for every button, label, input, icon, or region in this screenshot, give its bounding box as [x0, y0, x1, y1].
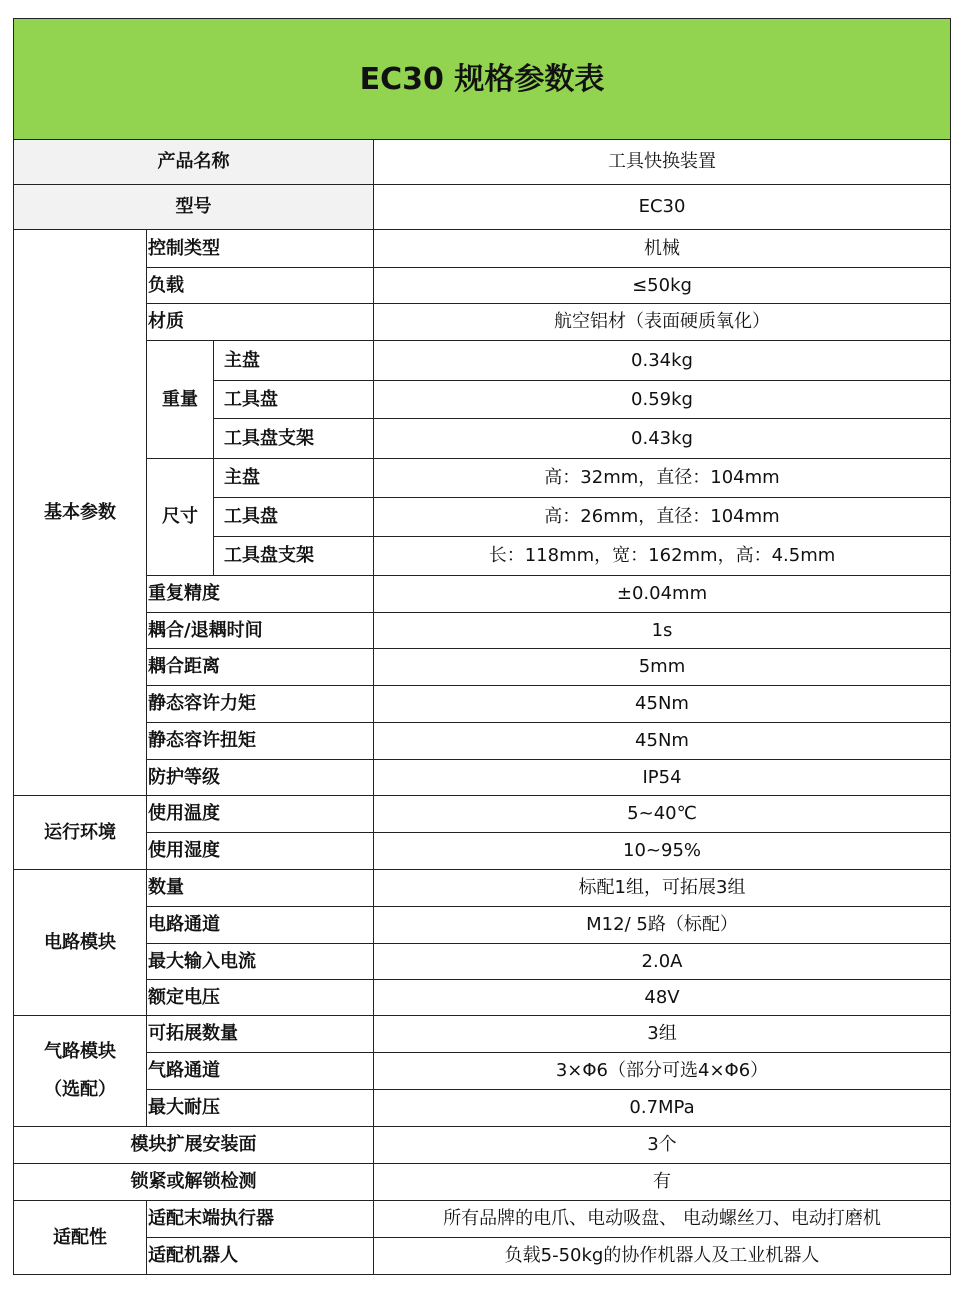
group-pneumatic: [14, 1016, 147, 1127]
group-electrical: 电路模块: [14, 870, 147, 1016]
max-current-value: 2.0A: [374, 944, 951, 980]
weight-tool-value: 0.59kg: [374, 381, 951, 419]
control-type-label: 控制类型: [147, 230, 374, 268]
lock-detection-label: 锁紧或解锁检测: [14, 1164, 374, 1201]
max-pressure-value: 0.7MPa: [374, 1090, 951, 1127]
material-label: 材质: [147, 304, 374, 341]
ip-rating-value: IP54: [374, 760, 951, 796]
model-value: EC30: [374, 185, 951, 230]
coupling-time-label: 耦合/退耦时间: [147, 613, 374, 649]
material-value: 航空铝材（表面硬质氧化）: [374, 304, 951, 341]
static-torque-label: 静态容许扭矩: [147, 723, 374, 760]
group-environment: 运行环境: [14, 796, 147, 870]
spec-table: [13, 18, 951, 1275]
model-label: 型号: [14, 185, 374, 230]
temperature-label: 使用温度: [147, 796, 374, 833]
load-label: 负载: [147, 268, 374, 304]
size-bracket-value: 长：118mm，宽：162mm，高：4.5mm: [374, 537, 951, 576]
weight-tool-label: 工具盘: [214, 381, 374, 419]
end-effector-value: 所有品牌的电爪、电动吸盘、 电动螺丝刀、电动打磨机: [374, 1201, 951, 1238]
electric-channel-label: 电路通道: [147, 907, 374, 944]
repeatability-label: 重复精度: [147, 576, 374, 613]
ip-rating-label: 防护等级: [147, 760, 374, 796]
robot-label: 适配机器人: [147, 1238, 374, 1275]
repeatability-value: ±0.04mm: [374, 576, 951, 613]
quantity-label: 数量: [147, 870, 374, 907]
temperature-value: 5~40℃: [374, 796, 951, 833]
electric-channel-value: M12/ 5路（标配）: [374, 907, 951, 944]
product-name-label: 产品名称: [14, 140, 374, 185]
air-channel-value: 3×Φ6（部分可选4×Φ6）: [374, 1053, 951, 1090]
group-compatibility: 适配性: [14, 1201, 147, 1275]
weight-group-label: 重量: [147, 341, 214, 459]
table-title: EC30 规格参数表: [14, 19, 951, 140]
end-effector-label: 适配末端执行器: [147, 1201, 374, 1238]
size-tool-value: 高：26mm，直径：104mm: [374, 498, 951, 537]
size-main-label: 主盘: [214, 459, 374, 498]
size-tool-label: 工具盘: [214, 498, 374, 537]
mount-surface-label: 模块扩展安装面: [14, 1127, 374, 1164]
load-value: ≤50kg: [374, 268, 951, 304]
pneumatic-quantity-label: 可拓展数量: [147, 1016, 374, 1053]
coupling-time-value: 1s: [374, 613, 951, 649]
static-torque-value: 45Nm: [374, 723, 951, 760]
product-name-value: 工具快换装置: [374, 140, 951, 185]
group-basic-params: 基本参数: [14, 230, 147, 796]
size-bracket-label: 工具盘支架: [214, 537, 374, 576]
group-pneumatic-optional: （选配）: [44, 1079, 116, 1100]
robot-value: 负载5-50kg的协作机器人及工业机器人: [374, 1238, 951, 1275]
pneumatic-quantity-value: 3组: [374, 1016, 951, 1053]
humidity-label: 使用湿度: [147, 833, 374, 870]
weight-main-value: 0.34kg: [374, 341, 951, 381]
size-main-value: 高：32mm，直径：104mm: [374, 459, 951, 498]
control-type-value: 机械: [374, 230, 951, 268]
weight-main-label: 主盘: [214, 341, 374, 381]
static-force-label: 静态容许力矩: [147, 686, 374, 723]
group-pneumatic-title: 气路模块: [44, 1041, 116, 1063]
coupling-distance-value: 5mm: [374, 649, 951, 686]
static-force-value: 45Nm: [374, 686, 951, 723]
air-channel-label: 气路通道: [147, 1053, 374, 1090]
coupling-distance-label: 耦合距离: [147, 649, 374, 686]
max-pressure-label: 最大耐压: [147, 1090, 374, 1127]
lock-detection-value: 有: [374, 1164, 951, 1201]
size-group-label: 尺寸: [147, 459, 214, 576]
max-current-label: 最大输入电流: [147, 944, 374, 980]
quantity-value: 标配1组，可拓展3组: [374, 870, 951, 907]
humidity-value: 10~95%: [374, 833, 951, 870]
mount-surface-value: 3个: [374, 1127, 951, 1164]
rated-voltage-label: 额定电压: [147, 980, 374, 1016]
weight-bracket-value: 0.43kg: [374, 419, 951, 459]
weight-bracket-label: 工具盘支架: [214, 419, 374, 459]
rated-voltage-value: 48V: [374, 980, 951, 1016]
